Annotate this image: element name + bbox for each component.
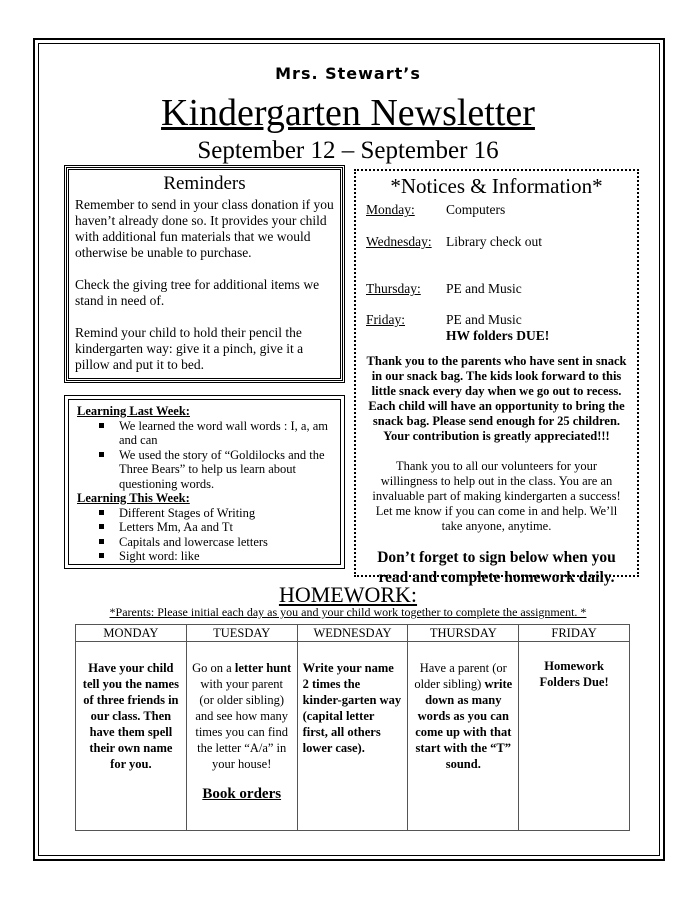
list-item: Different Stages of Writing bbox=[119, 506, 332, 521]
hw-folders-due: HW folders DUE! bbox=[446, 328, 550, 343]
schedule-row-thursday bbox=[366, 281, 627, 297]
reminder-paragraph: Check the giving tree for additional items we stand in need of. bbox=[75, 277, 320, 308]
schedule-activity: PE and Music bbox=[446, 281, 522, 296]
schedule-day: Wednesday: bbox=[366, 234, 432, 249]
schedule-day: Thursday: bbox=[366, 281, 421, 296]
book-orders: Book orders bbox=[202, 786, 282, 802]
list-item: Sight word: like bbox=[119, 549, 332, 564]
schedule-row-wednesday bbox=[366, 234, 627, 250]
notices-heading: *Notices & Information* bbox=[390, 174, 603, 198]
newsletter-title: Kindergarten Newsletter bbox=[161, 92, 535, 134]
wednesday-assignment: Write your name 2 times the kinder-garten way (capital letter first, all others lower case). bbox=[297, 642, 408, 831]
tuesday-assignment: Go on a letter hunt with your parent (or older sibling) and see how many times you can find the letter “A/a” in your house! Book orders bbox=[186, 642, 297, 831]
thursday-assignment: Have a parent (or older sibling) write down as many words as you can come up with that start with the “T” sound. bbox=[408, 642, 519, 831]
schedule-day: Monday: bbox=[366, 202, 415, 217]
monday-assignment: Have your child tell you the names of three friends in our class. Then have them spell their own name for you. bbox=[76, 642, 187, 831]
homework-title: HOMEWORK: bbox=[278, 582, 418, 607]
volunteer-notice: Thank you to all our volunteers for your willingness to help out in the class. You are an invaluable part of making kindergarten a success! Let me know if you can come in and help. We’ll take anyone, anytime. bbox=[372, 459, 621, 533]
friday-assignment: Homework Folders Due! bbox=[519, 642, 630, 831]
schedule-row-friday bbox=[366, 312, 627, 344]
reminders-heading: Reminders bbox=[163, 173, 246, 194]
sign-reminder: Don’t forget to sign below when you read and complete homework daily. bbox=[377, 549, 616, 586]
reminder-paragraph: Remind your child to hold their pencil the kindergarten way: give it a pinch, give it a pillow and put it to bed. bbox=[75, 325, 304, 372]
schedule-activity: Library check out bbox=[446, 234, 542, 249]
column-header: WEDNESDAY bbox=[297, 625, 408, 642]
square-bullet-icon bbox=[99, 510, 104, 515]
schedule-activity: Computers bbox=[446, 202, 506, 217]
table-header-row bbox=[76, 625, 630, 642]
list-item: Letters Mm, Aa and Tt bbox=[119, 520, 332, 535]
notices-box bbox=[354, 169, 639, 586]
reminder-paragraph: Remember to send in your class donation if you haven’t already done so. It provides your child with additional fun materials that we would otherwise be unable to purchase. bbox=[75, 197, 334, 260]
schedule-day: Friday: bbox=[366, 312, 405, 327]
table-row bbox=[76, 642, 630, 831]
square-bullet-icon bbox=[99, 452, 104, 457]
schedule-activity: PE and Music HW folders DUE! bbox=[446, 312, 550, 343]
schedule-row-monday bbox=[366, 202, 627, 218]
reminders-box bbox=[68, 169, 341, 379]
list-item: We learned the word wall words : I, a, am and can bbox=[119, 419, 332, 448]
learning-box bbox=[68, 399, 341, 565]
column-header: FRIDAY bbox=[519, 625, 630, 642]
homework-table bbox=[75, 624, 630, 831]
teacher-name: Mrs. Stewart’s bbox=[275, 64, 421, 83]
column-header: TUESDAY bbox=[186, 625, 297, 642]
column-header: MONDAY bbox=[76, 625, 187, 642]
square-bullet-icon bbox=[99, 553, 104, 558]
learning-this-week-list bbox=[77, 506, 332, 564]
homework-subtitle: *Parents: Please initial each day as you and your child work together to complete the assignment. * bbox=[109, 605, 587, 619]
square-bullet-icon bbox=[99, 524, 104, 529]
snack-notice: Thank you to the parents who have sent in snack in our snack bag. The kids look forward to this little snack every day when we go out to recess. Each child will have an opportunity to bring the snack bag. Please send enough for 25 children. Your contribution is greatly appreciated!!! bbox=[366, 354, 627, 443]
learning-this-week-heading: Learning This Week: bbox=[77, 491, 190, 505]
list-item: Capitals and lowercase letters bbox=[119, 535, 332, 550]
learning-last-week-list bbox=[77, 419, 332, 492]
square-bullet-icon bbox=[99, 423, 104, 428]
column-header: THURSDAY bbox=[408, 625, 519, 642]
learning-last-week-heading: Learning Last Week: bbox=[77, 404, 190, 418]
square-bullet-icon bbox=[99, 539, 104, 544]
newsletter-dates: September 12 – September 16 bbox=[197, 137, 499, 164]
list-item: We used the story of “Goldilocks and the Three Bears” to help us learn about questioning words. bbox=[119, 448, 332, 492]
